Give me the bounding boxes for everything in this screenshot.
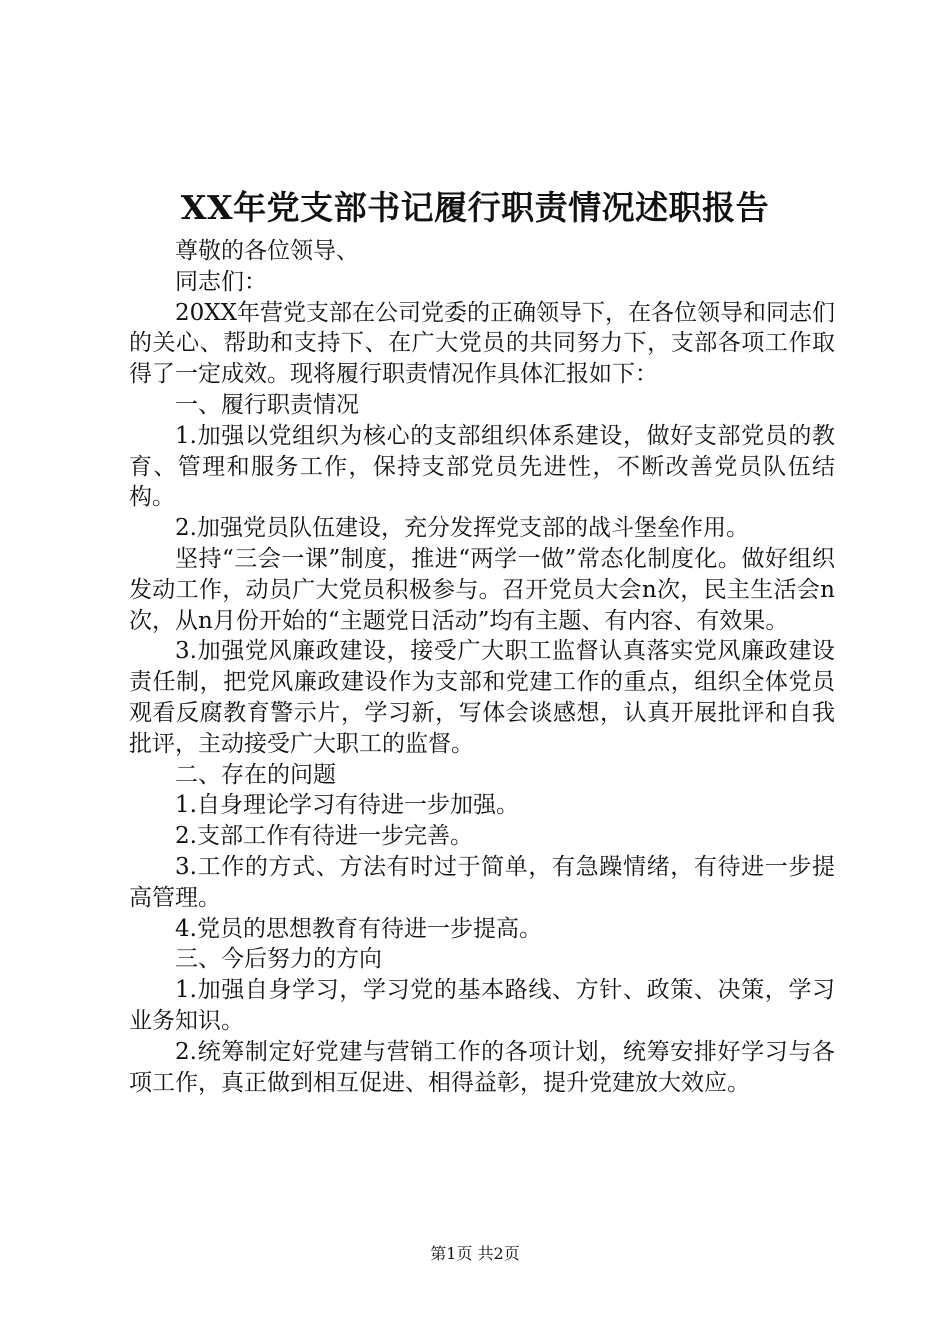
section-1-item-3: 3.加强党风廉政建设，接受广大职工监督认真落实党风廉政建设责任制，把党风廉政建设作为支部和党建工作的重点，组织全体党员观看反腐教育警示片，学习新，写体会谈感想，认真开展批评和自我批评，主动接受广大职工的监督。 <box>129 638 835 757</box>
section-1-item-1: 1.加强以党组织为核心的支部组织体系建设，做好支部党员的教育、管理和服务工作，保持支部党员先进性，不断改善党员队伍结构。 <box>129 422 835 511</box>
section-2-item-1: 1.自身理论学习有待进一步加强。 <box>175 792 519 819</box>
section-heading-3: 三、今后努力的方向 <box>175 946 382 973</box>
section-1-item-2: 2.加强党员队伍建设，充分发挥党支部的战斗堡垒作用。 <box>175 515 749 542</box>
salutation-line-1: 尊敬的各位领导、 <box>175 238 359 264</box>
section-2-item-2: 2.支部工作有待进一步完善。 <box>175 823 473 850</box>
section-1-item-2-detail: 坚持“三会一课”制度，推进“两学一做”常态化制度化。做好组织发动工作，动员广大党员积极参与。召开党员大会n次，民主生活会n次，从n月份开始的“主题党日活动”均有主题、有内容、有效果。 <box>129 545 835 634</box>
section-2-item-4: 4.党员的思想教育有待进一步提高。 <box>175 915 542 942</box>
section-heading-2: 二、存在的问题 <box>175 761 336 788</box>
section-heading-1: 一、履行职责情况 <box>175 391 359 418</box>
document-body <box>129 236 835 1098</box>
intro-paragraph: 20XX年营党支部在公司党委的正确领导下，在各位领导和同志们的关心、帮助和支持下、在广大党员的共同努力下，支部各项工作取得了一定成效。现将履行职责情况作具体汇报如下： <box>129 299 836 388</box>
document-title: XX年党支部书记履行职责情况述职报告 <box>180 188 770 227</box>
salutation-line-2: 同志们： <box>175 268 267 295</box>
section-2-item-3: 3.工作的方式、方法有时过于简单，有急躁情绪，有待进一步提高管理。 <box>129 853 835 911</box>
section-3-item-2: 2.统筹制定好党建与营销工作的各项计划，统筹安排好学习与各项工作，真正做到相互促进、相得益彰，提升党建放大效应。 <box>129 1038 835 1096</box>
section-3-item-1: 1.加强自身学习，学习党的基本路线、方针、政策、决策，学习业务知识。 <box>129 977 835 1034</box>
page-number-footer: 第1页 共2页 <box>430 1244 520 1263</box>
